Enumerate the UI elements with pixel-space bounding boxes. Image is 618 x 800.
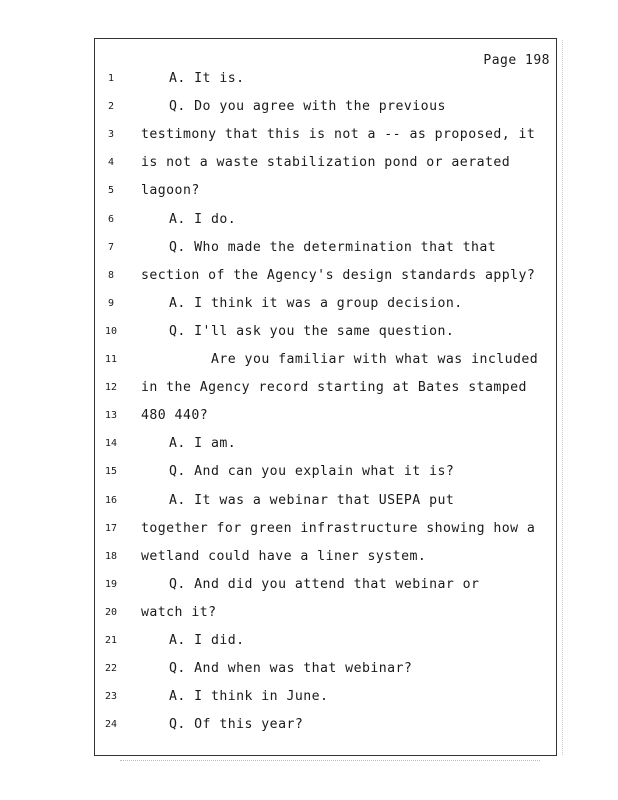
line-text: Q. And can you explain what it is?: [169, 464, 455, 480]
line-number: 16: [104, 494, 118, 506]
line-number: 23: [104, 691, 118, 703]
line-text: watch it?: [141, 604, 217, 620]
line-text: lagoon?: [141, 183, 200, 199]
line-number: 5: [107, 185, 115, 197]
line-text: Q. Who made the determination that that: [169, 239, 497, 255]
line-number: 17: [104, 522, 118, 534]
transcript-line: [0, 577, 618, 597]
transcript-line: [0, 493, 618, 513]
line-text: A. I am.: [169, 436, 237, 452]
line-text: Are you familiar with what was included: [211, 352, 539, 367]
transcript-line: [0, 268, 618, 288]
line-text: A. I do.: [169, 211, 237, 227]
transcript-line: [0, 127, 618, 147]
transcript-line: [0, 380, 618, 400]
line-number: 6: [107, 213, 115, 225]
transcript-line: [0, 71, 618, 91]
line-number: 24: [104, 719, 118, 731]
line-text: wetland could have a liner system.: [141, 548, 427, 564]
line-number: 1: [107, 73, 115, 84]
line-text: testimony that this is not a -- as proposed, it: [141, 127, 536, 143]
line-number: 14: [104, 438, 118, 450]
transcript-line: [0, 521, 618, 541]
transcript-line: [0, 352, 618, 372]
line-text: Q. Do you agree with the previous: [169, 99, 446, 115]
line-text: Q. Of this year?: [169, 717, 304, 733]
transcript-line: [0, 689, 618, 709]
transcript-line: [0, 296, 618, 316]
transcript-line: [0, 436, 618, 456]
line-number: 15: [104, 466, 118, 478]
line-text: together for green infrastructure showing how a: [141, 520, 536, 536]
line-text: Q. And when was that webinar?: [169, 661, 413, 677]
line-text: A. I think it was a group decision.: [169, 295, 463, 311]
transcript-line: [0, 464, 618, 484]
transcript-line: [0, 717, 618, 737]
transcript-line: [0, 408, 618, 428]
line-text: Q. And did you attend that webinar or: [169, 576, 480, 592]
transcript-line: [0, 324, 618, 344]
line-number: 4: [107, 157, 115, 169]
line-number: 12: [104, 382, 118, 394]
line-text: A. It is.: [169, 71, 245, 86]
line-text: is not a waste stabilization pond or aerated: [141, 155, 511, 171]
line-text: A. I think in June.: [169, 689, 329, 705]
line-text: 480 440?: [141, 408, 209, 424]
line-number: 8: [107, 269, 115, 281]
line-text: Q. I'll ask you the same question.: [169, 323, 455, 339]
page-number: Page 198: [483, 53, 550, 68]
transcript-line: [0, 240, 618, 260]
line-text: A. It was a webinar that USEPA put: [169, 492, 455, 508]
line-number: 3: [107, 129, 115, 141]
line-number: 11: [104, 354, 118, 365]
transcript-line: [0, 605, 618, 625]
line-number: 18: [104, 550, 118, 562]
line-number: 2: [107, 101, 115, 113]
transcript-line: [0, 183, 618, 203]
line-text: A. I did.: [169, 633, 245, 648]
line-text: section of the Agency's design standards apply?: [141, 267, 536, 283]
line-number: 20: [104, 606, 118, 618]
line-number: 7: [107, 241, 115, 253]
line-number: 22: [104, 663, 118, 675]
line-number: 10: [104, 325, 118, 337]
transcript-line: [0, 661, 618, 681]
line-number: 21: [104, 635, 118, 646]
transcript-line: [0, 155, 618, 175]
line-number: 9: [107, 297, 115, 309]
transcript-line: [0, 99, 618, 119]
line-text: in the Agency record starting at Bates stamped: [141, 380, 527, 396]
transcript-line: [0, 549, 618, 569]
line-number: 19: [104, 578, 118, 590]
transcript-line: [0, 212, 618, 232]
line-number: 13: [104, 410, 118, 422]
transcript-line: [0, 633, 618, 653]
